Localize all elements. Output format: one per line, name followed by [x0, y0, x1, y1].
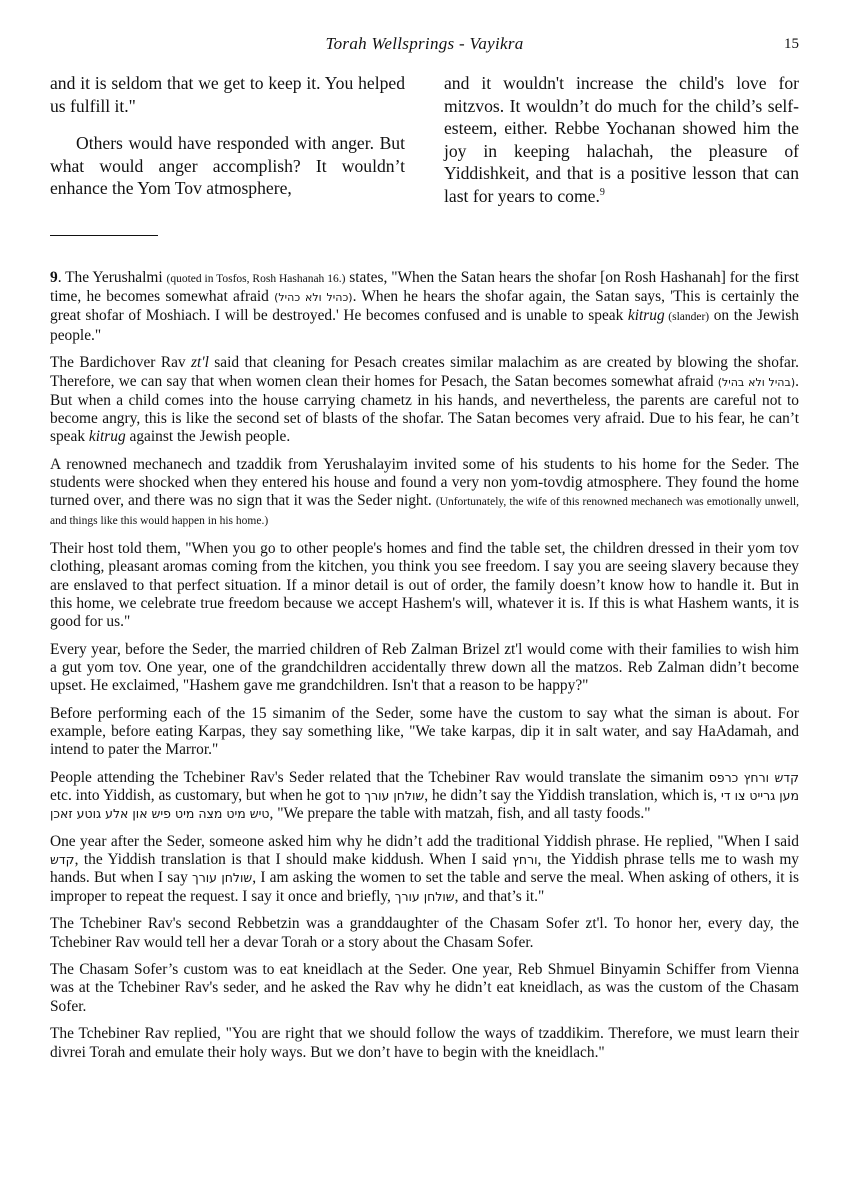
footnote-text: People attending the Tchebiner Rav's Seder related that the Tchebiner Rav would translate the simanim [50, 768, 709, 786]
footnote-paragraph-mechanech [50, 456, 799, 531]
left-paragraph-1: and it is seldom that we get to keep it. You helped us fulfill it." [50, 73, 405, 116]
source-citation: (quoted in Tosfos, Rosh Hashanah 16.) [166, 273, 346, 285]
italic-term: zt'l [191, 354, 209, 372]
page-header [0, 34, 849, 56]
footnote-text: said that cleaning for Pesach creates similar malachim as are created by blowing the shofar. Therefore, we can say that when women clean their homes for Pesach, the Satan becomes somewhat afraid [50, 354, 799, 390]
footnote-paragraph-bardichover [50, 354, 799, 446]
footnote-number: 9 [50, 269, 58, 286]
footnote-text: , and that’s it." [454, 887, 545, 905]
italic-term: kitrug [627, 307, 665, 325]
footnote-text: A renowned mechanech and tzaddik from Yerushalayim invited some of his students to his home for the Seder. The students were shocked when they entered his house and found a very non yom-tovdig atmosphere. They found the home turned over, and there was no sign that it was the Seder night. [50, 455, 799, 510]
hebrew-phrase: שולחן עורך [364, 788, 425, 804]
right-paragraph-1-text: and it wouldn't increase the child's love for mitzvos. It wouldn’t do much for the child’s self-esteem, either. Rebbe Yochanan showed him the joy in keeping halachah, the pleasure of Yiddishkeit, and that is a positive lesson that can last for years to come. [444, 73, 799, 206]
footnote-paragraph-tchebiner-seder [50, 769, 799, 824]
parenthetical-note: (Unfortunately, the wife of this renowned mechanech was emotionally unwell, and things like this would happen in his home.) [50, 496, 799, 528]
hebrew-phrase: שולחן עורך [394, 888, 455, 904]
right-paragraph-1 [444, 72, 799, 207]
footnotes [50, 269, 799, 1071]
footnote-text: , the Yiddish phrase tells me to wash my hands. But when I say [50, 851, 800, 887]
footnote-paragraph-simanim: Before performing each of the 15 simanim of the Seder, some have the custom to say what the siman is about. For example, before eating Karpas, they say something like, "We take karpas, dip it in salt water, and say HaAdamah, and intend to pater the Marror." [50, 704, 799, 759]
footnote-paragraph-rebbetzin: The Tchebiner Rav's second Rebbetzin was a granddaughter of the Chasam Sofer zt'l. To honor her, every day, the Tchebiner Rav would tell her a devar Torah or a story about the Chasam Sofer. [50, 915, 799, 951]
running-title: Torah Wellsprings - Vayikra [325, 34, 524, 53]
hebrew-phrase: קדש [50, 852, 75, 868]
page-number: 15 [784, 36, 799, 52]
footnote-text: . The Yerushalmi [57, 269, 167, 286]
hebrew-phrase: (בהיל ולא בהיל) [717, 375, 796, 389]
footnote-text: states, "When the Satan hears the shofar [on Rosh Hashanah] for the first time, he becomes somewhat afraid [50, 269, 800, 306]
footnote-text: , "We prepare the table with matzah, fish, and all tasty foods." [269, 805, 651, 823]
footnote-paragraph-kneidlach: The Chasam Sofer’s custom was to eat kneidlach at the Seder. One year, Reb Shmuel Binyamin Schiffer from Vienna was at the Tchebiner Rav's seder, and he asked the Rav why he didn’t eat kneidlach, as was the custom of the Chasam Sofer. [50, 961, 799, 1015]
gloss: (slander) [664, 311, 710, 324]
footnote-text: . When he hears the shofar again, the Satan says, 'This is certainly the great shofar of Moshiach. I will be destroyed.' He becomes confused and is unable to speak [50, 288, 799, 325]
footnote-separator [50, 235, 158, 236]
hebrew-phrase: ורחץ [512, 852, 538, 868]
left-column [50, 72, 405, 215]
footnote-9 [50, 269, 799, 345]
hebrew-phrase: (כהיל ולא כהיל) [274, 291, 353, 305]
right-column [444, 72, 799, 222]
footnote-text: One year after the Seder, someone asked him why he didn’t add the traditional Yiddish phrase. He replied, "When I said [50, 832, 799, 850]
footnote-text: , the Yiddish translation is that I should make kiddush. When I said [74, 851, 513, 869]
footnote-text: on the Jewish people." [50, 307, 799, 344]
footnote-paragraph-reply [50, 833, 799, 906]
footnote-paragraph-brizel: Every year, before the Seder, the married children of Reb Zalman Brizel zt'l would come with their families to wish him a gut yom tov. One year, one of the grandchildren accidentally threw down all the matzos. Reb Zalman didn’t become upset. He exclaimed, "Hashem gave me grandchildren. Isn't that a reason to be happy?" [50, 640, 799, 695]
footnote-paragraph-tchebiner-reply: The Tchebiner Rav replied, "You are right that we should follow the ways of tzaddikim. Therefore, we must learn their divrei Torah and emulate their holy ways. But we don’t have to begin with the kneidlach." [50, 1025, 799, 1061]
footnote-text: , I am asking the women to set the table and serve the meal. When asking of others, it is improper to repeat the request. I say it once and briefly, [50, 869, 799, 905]
footnote-text: against the Jewish people. [125, 428, 291, 446]
footnote-text: , he didn’t say the Yiddish translation, which is, [424, 787, 721, 805]
footnote-paragraph-host: Their host told them, "When you go to other people's homes and find the table set, the children dressed in their yom tov clothing, pleasant aromas coming from the kitchen, you think you see freedom. I say you are seeing slavery because they are enslaved to that perfect situation. If a minor detail is out of order, the family doesn’t know how to handle it. But in this home, we celebrate true freedom because we accept Hashem's will, whatever it is. If this is what Hashem wants, it is good for us." [50, 540, 799, 630]
footnote-text: etc. into Yiddish, as customary, but when he got to [50, 787, 365, 805]
hebrew-phrase: קדש ורחץ כרפס [708, 769, 799, 785]
hebrew-phrase: מען גרייט צו די טיש מיט מצה מיט פיש און אלע גוטע זאכן [50, 788, 799, 822]
footnote-text: . But when a child comes into the house carrying chametz in his hands, and nevertheless, the parents are careful not to become angry, this is like the second set of blasts of the shofar. The Satan becomes very afraid. Due to his fear, he can’t speak [50, 372, 799, 446]
italic-term: kitrug [88, 428, 126, 446]
footnote-reference-9[interactable]: 9 [599, 186, 605, 198]
footnote-text: The Bardichover Rav [50, 354, 192, 372]
hebrew-phrase: שולחן עורך [192, 870, 253, 886]
left-paragraph-2: Others would have responded with anger. But what would anger accomplish? It wouldn’t enhance the Yom Tov atmosphere, [50, 133, 405, 198]
